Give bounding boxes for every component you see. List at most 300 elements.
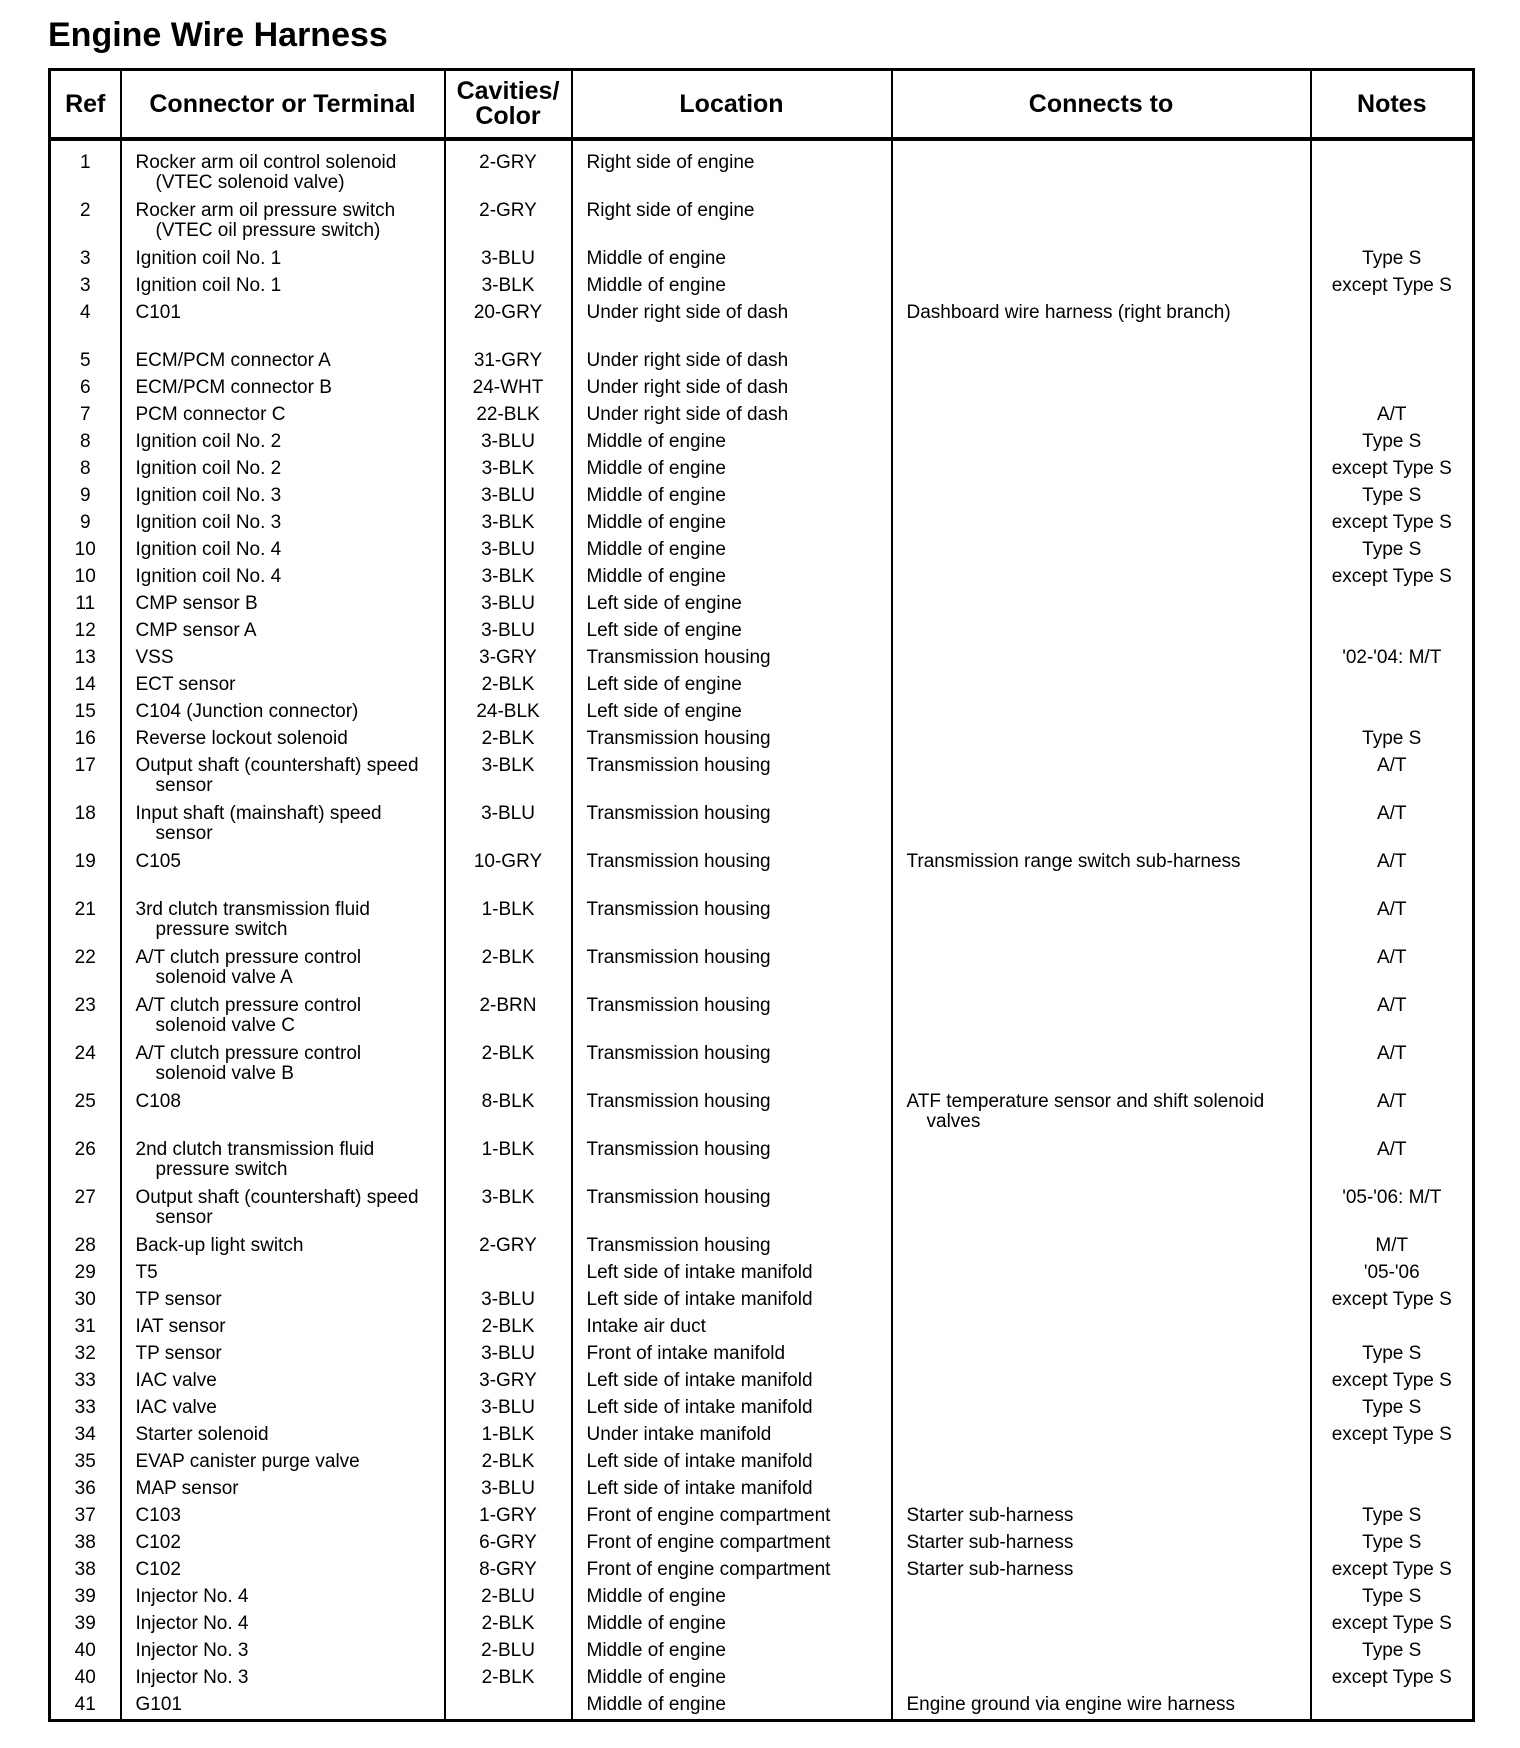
cell-location: Transmission housing [572,948,892,996]
cell-notes: A/T [1311,405,1474,432]
cell-cavities: 2-BLK [445,948,572,996]
cell-cavities: 3-BLK [445,1188,572,1236]
cell-ref: 9 [50,486,121,513]
cell-location: Under right side of dash [572,405,892,432]
cell-location: Transmission housing [572,1236,892,1263]
cell-connects-to [892,567,1311,594]
cell-connector [121,1668,445,1695]
table-row [50,852,1474,900]
cell-notes: A/T [1311,756,1474,804]
cell-notes: except Type S [1311,1560,1474,1587]
cell-connects-to [892,303,1311,351]
cell-cavities: 3-BLU [445,804,572,852]
cell-connector [121,1371,445,1398]
header-ref: Ref [50,70,121,140]
cell-connector [121,1398,445,1425]
cell-ref: 3 [50,249,121,276]
cell-ref: 28 [50,1236,121,1263]
connector-line1: Output shaft (countershaft) speed [135,755,419,776]
header-cavities [445,70,572,140]
cell-ref: 26 [50,1140,121,1188]
cell-connector [121,702,445,729]
cell-ref: 31 [50,1317,121,1344]
cell-cavities: 2-BRN [445,996,572,1044]
cell-notes: Type S [1311,1641,1474,1668]
connector-line1: Injector No. 3 [135,1640,249,1661]
cell-cavities: 2-BLK [445,729,572,756]
cell-location: Under right side of dash [572,303,892,351]
cell-connects-to [892,1371,1311,1398]
cell-cavities: 3-BLU [445,1398,572,1425]
table-row [50,1317,1474,1344]
connector-line1: EVAP canister purge valve [135,1451,360,1472]
connector-line1: IAC valve [135,1370,217,1391]
cell-connects-to [892,1290,1311,1317]
table-row [50,1371,1474,1398]
cell-ref: 32 [50,1344,121,1371]
cell-ref: 40 [50,1641,121,1668]
cell-notes: A/T [1311,804,1474,852]
cell-connects-to [892,729,1311,756]
cell-location: Front of engine compartment [572,1560,892,1587]
cell-notes: A/T [1311,1092,1474,1140]
cell-ref: 38 [50,1560,121,1587]
cell-location: Intake air duct [572,1317,892,1344]
cell-connects-to [892,1140,1311,1188]
cell-ref: 10 [50,540,121,567]
cell-cavities: 24-BLK [445,702,572,729]
cell-connector [121,756,445,804]
cell-ref: 34 [50,1425,121,1452]
table-row [50,513,1474,540]
cell-connector [121,1479,445,1506]
cell-cavities: 2-GRY [445,139,572,201]
cell-connector [121,1140,445,1188]
cell-cavities: 2-BLK [445,1668,572,1695]
cell-location: Middle of engine [572,1587,892,1614]
connector-line1: C103 [135,1505,181,1526]
cell-location: Right side of engine [572,139,892,201]
connector-line1: Ignition coil No. 4 [135,566,282,587]
cell-ref: 18 [50,804,121,852]
table-row [50,1452,1474,1479]
cell-connector [121,405,445,432]
cell-ref: 33 [50,1371,121,1398]
cell-cavities: 2-BLK [445,1614,572,1641]
cell-location: Left side of intake manifold [572,1452,892,1479]
cell-location: Transmission housing [572,996,892,1044]
cell-connector [121,594,445,621]
cell-connector [121,1344,445,1371]
cell-ref: 25 [50,1092,121,1140]
connector-line2: solenoid valve C [155,1015,295,1036]
cell-notes: A/T [1311,1044,1474,1092]
cell-ref: 33 [50,1398,121,1425]
cell-ref: 8 [50,459,121,486]
cell-connector [121,1236,445,1263]
cell-ref: 19 [50,852,121,900]
connector-line1: Ignition coil No. 1 [135,248,282,269]
cell-notes: Type S [1311,540,1474,567]
connector-line1: Injector No. 4 [135,1613,249,1634]
cell-connector [121,201,445,249]
connector-line2: pressure switch [155,1159,288,1180]
cell-cavities: 2-GRY [445,201,572,249]
cell-connects-to [892,540,1311,567]
cell-connector [121,432,445,459]
cell-ref: 2 [50,201,121,249]
cell-cavities: 2-BLU [445,1641,572,1668]
cell-notes: '02-'04: M/T [1311,648,1474,675]
cell-location: Left side of intake manifold [572,1479,892,1506]
cell-cavities: 3-BLU [445,540,572,567]
cell-location: Under right side of dash [572,351,892,378]
cell-cavities: 3-BLU [445,249,572,276]
cell-ref: 8 [50,432,121,459]
connector-line1: Rocker arm oil pressure switch [135,200,396,221]
cell-cavities: 3-BLK [445,276,572,303]
table-row [50,729,1474,756]
table-row [50,540,1474,567]
connector-line1: TP sensor [135,1343,222,1364]
connector-line1: Ignition coil No. 2 [135,458,282,479]
connects-to-line2: valves [926,1111,981,1132]
cell-connector [121,621,445,648]
connector-line1: VSS [135,647,174,668]
cell-connects-to [892,201,1311,249]
table-row [50,139,1474,201]
cell-location: Front of intake manifold [572,1344,892,1371]
cell-cavities: 24-WHT [445,378,572,405]
cell-connects-to [892,1317,1311,1344]
header-notes: Notes [1311,70,1474,140]
cell-cavities: 8-GRY [445,1560,572,1587]
connects-to-line1: Engine ground via engine wire harness [906,1694,1235,1715]
cell-location: Transmission housing [572,648,892,675]
cell-notes [1311,675,1474,702]
connector-line1: 2nd clutch transmission fluid [135,1139,375,1160]
cell-connector [121,540,445,567]
cell-location: Front of engine compartment [572,1533,892,1560]
cell-connects-to [892,351,1311,378]
cell-connector [121,1317,445,1344]
cell-cavities: 3-BLU [445,432,572,459]
table-row [50,276,1474,303]
table-row [50,1614,1474,1641]
table-row [50,1236,1474,1263]
cell-connects-to [892,1641,1311,1668]
connector-line1: C104 (Junction connector) [135,701,359,722]
cell-connector [121,1188,445,1236]
cell-notes [1311,303,1474,351]
connector-line1: IAT sensor [135,1316,226,1337]
cell-connects-to [892,1695,1311,1721]
cell-notes [1311,1695,1474,1721]
table-row [50,756,1474,804]
cell-ref: 37 [50,1506,121,1533]
cell-location: Transmission housing [572,1092,892,1140]
cell-notes: Type S [1311,729,1474,756]
cell-cavities: 3-BLK [445,459,572,486]
cell-cavities: 3-BLU [445,486,572,513]
cell-connector [121,1044,445,1092]
connector-line2: pressure switch [155,919,288,940]
cell-connects-to [892,804,1311,852]
cell-location: Middle of engine [572,1641,892,1668]
table-row [50,1344,1474,1371]
connector-line1: TP sensor [135,1289,222,1310]
cell-notes: except Type S [1311,276,1474,303]
cell-cavities: 2-BLK [445,1317,572,1344]
connects-to-line1: ATF temperature sensor and shift solenoid [906,1091,1265,1112]
table-row [50,459,1474,486]
table-row [50,567,1474,594]
connector-line1: C101 [135,302,181,323]
cell-notes: Type S [1311,1506,1474,1533]
cell-notes: except Type S [1311,567,1474,594]
cell-location: Left side of intake manifold [572,1290,892,1317]
cell-connects-to [892,852,1311,900]
cell-notes [1311,621,1474,648]
cell-connects-to [892,378,1311,405]
cell-notes: Type S [1311,249,1474,276]
cell-connector [121,513,445,540]
cell-notes: '05-'06: M/T [1311,1188,1474,1236]
cell-location: Transmission housing [572,1188,892,1236]
cell-cavities: 3-GRY [445,648,572,675]
header-location: Location [572,70,892,140]
cell-cavities: 1-BLK [445,900,572,948]
header-row [50,70,1474,140]
cell-connects-to [892,432,1311,459]
cell-connector [121,1695,445,1721]
cell-connects-to [892,1533,1311,1560]
cell-cavities: 2-BLK [445,1044,572,1092]
cell-ref: 4 [50,303,121,351]
connector-line1: A/T clutch pressure control [135,995,362,1016]
cell-notes: A/T [1311,948,1474,996]
cell-location: Under intake manifold [572,1425,892,1452]
cell-ref: 24 [50,1044,121,1092]
cell-connector [121,729,445,756]
cell-notes [1311,1479,1474,1506]
cell-notes: '05-'06 [1311,1263,1474,1290]
cell-location: Transmission housing [572,729,892,756]
cell-connector [121,1506,445,1533]
cell-connector [121,1290,445,1317]
cell-connector [121,1263,445,1290]
table-row [50,1587,1474,1614]
cell-connector [121,459,445,486]
cell-location: Middle of engine [572,249,892,276]
connector-line1: C105 [135,851,181,872]
cell-cavities: 3-BLU [445,1479,572,1506]
cell-location: Front of engine compartment [572,1506,892,1533]
table-row [50,1398,1474,1425]
connector-line2: sensor [155,775,213,796]
cell-cavities: 3-BLU [445,1290,572,1317]
connector-line1: C102 [135,1559,181,1580]
cell-location: Transmission housing [572,1044,892,1092]
cell-connects-to [892,1614,1311,1641]
cell-connects-to [892,1398,1311,1425]
cell-connector [121,276,445,303]
cell-connects-to [892,648,1311,675]
connector-line1: T5 [135,1262,158,1283]
cell-notes: Type S [1311,1533,1474,1560]
table-row [50,1695,1474,1721]
cell-connects-to [892,1263,1311,1290]
cell-connects-to [892,1044,1311,1092]
table-row [50,594,1474,621]
table-row [50,1425,1474,1452]
header-cavities-line2: Color [475,102,541,130]
cell-notes [1311,378,1474,405]
cell-notes: except Type S [1311,1290,1474,1317]
cell-cavities: 1-BLK [445,1140,572,1188]
cell-location: Middle of engine [572,513,892,540]
cell-cavities: 22-BLK [445,405,572,432]
table-row [50,648,1474,675]
cell-notes: A/T [1311,1140,1474,1188]
cell-notes: A/T [1311,900,1474,948]
table-row [50,1533,1474,1560]
cell-notes [1311,702,1474,729]
cell-notes: Type S [1311,486,1474,513]
cell-connects-to [892,1479,1311,1506]
connects-to-line1: Dashboard wire harness (right branch) [906,302,1231,323]
cell-connector [121,303,445,351]
connector-line1: Ignition coil No. 4 [135,539,282,560]
cell-connects-to [892,513,1311,540]
cell-location: Transmission housing [572,756,892,804]
connector-line1: 3rd clutch transmission fluid [135,899,370,920]
connector-line2: solenoid valve B [155,1063,294,1084]
cell-connects-to [892,486,1311,513]
cell-connector [121,1533,445,1560]
cell-connects-to [892,756,1311,804]
cell-connects-to [892,702,1311,729]
cell-notes: except Type S [1311,459,1474,486]
cell-ref: 40 [50,1668,121,1695]
connector-line1: Ignition coil No. 2 [135,431,282,452]
table-row [50,1140,1474,1188]
cell-connector [121,675,445,702]
connector-line2: sensor [155,823,213,844]
connector-line2: (VTEC solenoid valve) [155,172,345,193]
connects-to-line1: Starter sub-harness [906,1532,1074,1553]
cell-notes: Type S [1311,432,1474,459]
table-row [50,351,1474,378]
connector-line1: Injector No. 3 [135,1667,249,1688]
cell-location: Transmission housing [572,1140,892,1188]
cell-notes: Type S [1311,1344,1474,1371]
cell-ref: 12 [50,621,121,648]
table-row [50,405,1474,432]
cell-connector [121,1092,445,1140]
cell-notes: except Type S [1311,1425,1474,1452]
page-title: Engine Wire Harness [48,16,388,54]
cell-connects-to [892,1668,1311,1695]
cell-ref: 41 [50,1695,121,1721]
cell-cavities: 3-BLU [445,1344,572,1371]
connector-line1: Ignition coil No. 3 [135,485,282,506]
cell-connector [121,1452,445,1479]
connects-to-line1: Starter sub-harness [906,1505,1074,1526]
connector-line1: IAC valve [135,1397,217,1418]
cell-connects-to [892,139,1311,201]
cell-location: Middle of engine [572,567,892,594]
cell-ref: 1 [50,139,121,201]
table-row [50,702,1474,729]
connector-line1: PCM connector C [135,404,286,425]
cell-connects-to [892,675,1311,702]
table-row [50,900,1474,948]
table-row [50,1092,1474,1140]
connects-to-line1: Starter sub-harness [906,1559,1074,1580]
table-row [50,1290,1474,1317]
cell-notes [1311,1452,1474,1479]
cell-ref: 13 [50,648,121,675]
cell-notes [1311,351,1474,378]
cell-cavities: 3-BLK [445,513,572,540]
cell-ref: 38 [50,1533,121,1560]
table-row [50,1263,1474,1290]
cell-location: Middle of engine [572,540,892,567]
cell-notes [1311,1317,1474,1344]
connector-line1: Rocker arm oil control solenoid [135,152,397,173]
connector-line1: G101 [135,1694,182,1715]
cell-connects-to [892,249,1311,276]
cell-ref: 39 [50,1587,121,1614]
cell-location: Transmission housing [572,852,892,900]
cell-connects-to [892,459,1311,486]
cell-notes: except Type S [1311,1668,1474,1695]
connector-line1: CMP sensor B [135,593,258,614]
cell-connects-to [892,900,1311,948]
cell-ref: 17 [50,756,121,804]
cell-connector [121,1587,445,1614]
header-connector: Connector or Terminal [121,70,445,140]
connector-line1: ECM/PCM connector A [135,350,331,371]
harness-table [48,68,1475,1722]
cell-connects-to [892,996,1311,1044]
cell-notes: A/T [1311,852,1474,900]
cell-ref: 3 [50,276,121,303]
cell-notes: except Type S [1311,1371,1474,1398]
cell-location: Left side of engine [572,675,892,702]
cell-connects-to [892,948,1311,996]
cell-ref: 35 [50,1452,121,1479]
cell-notes: except Type S [1311,513,1474,540]
cell-cavities: 3-GRY [445,1371,572,1398]
table-row [50,1506,1474,1533]
cell-connects-to [892,1236,1311,1263]
cell-connector [121,852,445,900]
cell-connector [121,804,445,852]
connector-line1: Input shaft (mainshaft) speed [135,803,382,824]
cell-location: Middle of engine [572,459,892,486]
cell-connector [121,948,445,996]
cell-location: Left side of engine [572,594,892,621]
connector-line2: sensor [155,1207,213,1228]
header-cavities-line1: Cavities/ [456,77,560,105]
cell-location: Left side of engine [572,702,892,729]
cell-notes: Type S [1311,1587,1474,1614]
cell-connects-to [892,1587,1311,1614]
cell-location: Left side of intake manifold [572,1263,892,1290]
table-row [50,378,1474,405]
